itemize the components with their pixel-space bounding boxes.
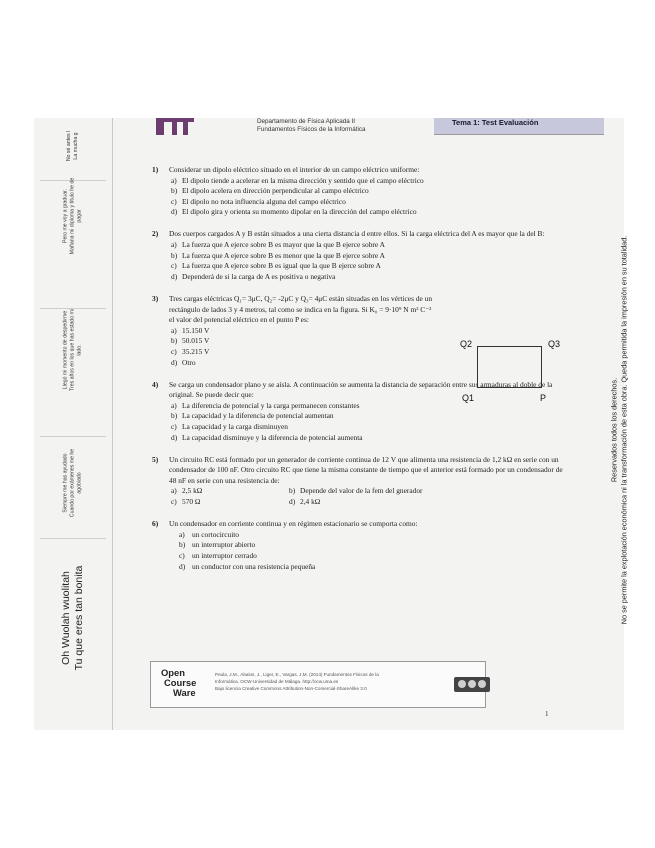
note-line: pagar (76, 209, 83, 223)
option-a: a) 15.150 V (171, 325, 210, 335)
note-line: Llegó mi momento de despedirme (62, 310, 69, 390)
question-5 (152, 455, 567, 508)
option-b: b) 50.015 V (171, 336, 210, 346)
option-c: c) La fuerza que A ejerce sobre B es igual que la que B ejerce sobre A (171, 261, 381, 271)
note-line: Pero me voy a graduar. (62, 189, 69, 243)
question-1 (152, 165, 567, 218)
question-number: 2) (152, 229, 159, 239)
note-line: Tres años en los que has estado mi (69, 309, 76, 391)
question-number: 5) (152, 454, 159, 464)
note-line: Mañana mi diploma y título he de (69, 177, 76, 255)
option-c: c) La capacidad y la carga disminuyen (171, 421, 288, 431)
label-q1: Q1 (462, 393, 475, 403)
page-number: 1 (545, 710, 549, 718)
option-c: c) un interruptor cerrado (179, 550, 257, 560)
divider (40, 538, 106, 539)
option-a: a) un cortocircuito (179, 529, 239, 539)
question-text: Dos cuerpos cargados A y B están situados a una cierta distancia d entre ellos. Si la carga eléctrica del A es mayor que la del B: (169, 229, 545, 239)
rights-line: No se permite la explotación económica ni la transformación de esta obra. Queda permitida la impresión en su totalidad. (619, 235, 628, 625)
divider (40, 436, 106, 437)
question-number: 3) (152, 293, 159, 303)
department-name: Departamento de Física Aplicada II (257, 118, 356, 125)
option-c: c) El dipolo no nota influencia alguna del campo eléctrico (171, 196, 346, 206)
question-text: Considerar un dipolo eléctrico situado en el interior de un campo eléctrico uniforme: (169, 165, 420, 174)
option-b: b) La capacidad y la diferencia de potencial aumentan (171, 411, 334, 421)
label-q2: Q2 (460, 339, 473, 349)
question-text: Tres cargas eléctricas Q₁= 3μC, Q₂= -2μC y Q₃= 4μC están situadas en los vértices de un rectángulo de lados 3 y 4 metros, tal como se indica en la figura. Si K₀ = 9·10⁹ N m² C⁻² el valor del potencial eléctrico en el punto P es: (169, 293, 433, 325)
note-line: Siempre me has ayudado (62, 453, 69, 513)
question-number: 1) (152, 165, 159, 174)
question-text: Un circuito RC está formado por un generador de corriente continua de 12 V que alimenta una resistencia de 1,2 kΩ en serie con un condensador de 100 nF. Otro circuito RC que tiene la misma constante de tiempo que el anterior está formado por un condensador de 48 nF en serie con una resistencia de: (169, 454, 563, 485)
option-b: b) El dipolo acelera en dirección perpendicular al campo eléctrico (171, 186, 369, 196)
question-6 (152, 519, 567, 572)
option-d: d) El dipolo gira y orienta su momento dipolar en la dirección del campo eléctrico (171, 207, 417, 217)
license-footer (150, 661, 486, 708)
question-2 (152, 229, 567, 282)
question-text: Se carga un condensador plano y se aísla. A continuación se aumenta la distancia de separación entre sus armaduras al doble de la original. Se puede decir que: (169, 379, 553, 400)
option-c: c) 35.215 V (171, 346, 210, 356)
option-a: a) 2,5 kΩ (171, 486, 203, 496)
citation: Peula, J.M., Abalos, J., Liger, E., Vargas, J.M. (2014) Fundamentos Físicos de la Informática. OCW-Universidad de Málaga. http://ocw.uma.es Bajo licencia Creative Commons Attribution-Non-Comercial-ShareAlike 3.0 (215, 672, 379, 691)
option-a: a) La diferencia de potencial y la carga permanecen constantes (171, 400, 360, 410)
course-name: Fundamentos Físicos de la Informática (257, 126, 366, 133)
note-line: No sé antes l (66, 130, 72, 162)
rectangle (477, 346, 542, 388)
rights-line: Reservados todos los derechos. (609, 377, 619, 483)
note-line: lado. (76, 344, 83, 356)
note-line: Tu que eres tan bonita (73, 565, 85, 671)
university-logo (156, 118, 216, 135)
option-a: a) La fuerza que A ejerce sobre B es mayor que la que B ejerce sobre A (171, 240, 385, 250)
note-line: agobiado (76, 472, 83, 494)
test-title: Tema 1: Test Evaluación (452, 118, 539, 127)
option-b: b) un interruptor abierto (179, 540, 256, 550)
question-text: Un condensador en corriente continua y en régimen estacionario se comporta como: (169, 519, 418, 529)
option-c: c) 570 Ω (171, 497, 201, 507)
option-d: d) Otro (171, 357, 196, 367)
test-title-banner (434, 118, 604, 135)
label-q3: Q3 (548, 339, 561, 349)
option-b: b) La fuerza que A ejerce sobre B es menor que la que B ejerce sobre A (171, 250, 385, 260)
note-line: Oh Wuolah wuolitah (60, 571, 72, 665)
option-d: d) La capacidad disminuye y la diferencia de potencial aumenta (171, 432, 363, 442)
option-d: d) un conductor con una resistencia pequeña (179, 561, 316, 571)
question-number: 4) (152, 379, 159, 389)
note-line: Cuando por exámenes me he (69, 448, 76, 518)
note-line: La mucha g (73, 132, 79, 160)
sidebar-notes (34, 118, 113, 730)
option-a: a) El dipolo tiende a acelerar en la misma dirección y sentido que el campo eléctrico (171, 175, 424, 185)
option-d: d) 2,4 kΩ (289, 497, 321, 507)
charges-rectangle-figure (460, 331, 580, 411)
department-header (257, 118, 366, 134)
question-number: 6) (152, 519, 159, 529)
ocw-logo: Open Course Ware (161, 667, 197, 698)
option-b: b) Depende del valor de la fem del gnerador (289, 486, 423, 496)
creative-commons-icon (454, 677, 490, 692)
label-p: P (540, 393, 547, 403)
option-d: d) Dependerá de si la carga de A es positiva o negativa (171, 271, 336, 281)
